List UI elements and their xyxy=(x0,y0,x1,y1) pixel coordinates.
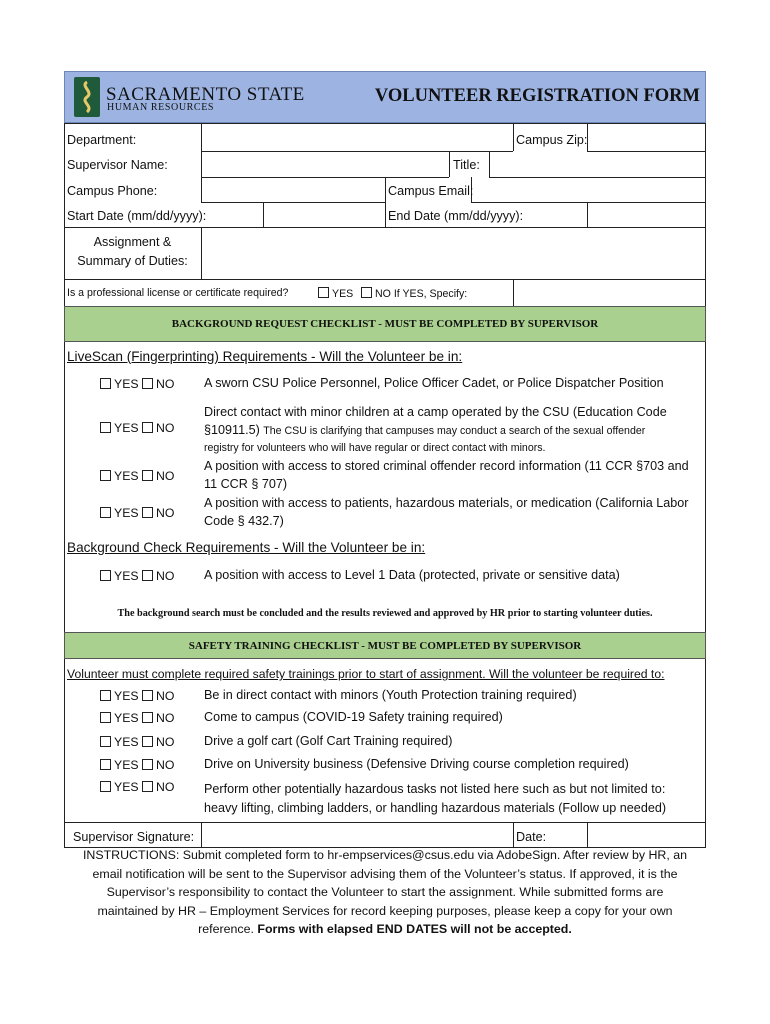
instructions-line-3: Supervisor’s responsibility to contact the Volunteer to start the assignment. While submitted forms are xyxy=(106,885,664,899)
start-date-label: Start Date (mm/dd/yyyy): xyxy=(67,209,207,223)
title-label: Title: xyxy=(453,158,480,172)
livescan-item-3-line1: A position with access to stored criminal offender record information (11 CCR §703 and xyxy=(204,459,689,473)
checkbox-icon[interactable] xyxy=(100,736,111,747)
safety-item-5-line1: Perform other potentially hazardous tasks not listed here such as but not limited to: xyxy=(204,782,666,796)
checkbox-icon[interactable] xyxy=(100,759,111,770)
checkbox-icon[interactable] xyxy=(100,781,111,792)
instructions xyxy=(70,846,700,939)
supervisor-signature-field[interactable] xyxy=(203,824,512,846)
livescan-yn-2[interactable]: YES NO xyxy=(100,421,174,435)
campus-email-field[interactable] xyxy=(473,179,704,201)
instructions-line-5: reference. Forms with elapsed END DATES will not be accepted. xyxy=(198,922,572,936)
livescan-item-1: A sworn CSU Police Personnel, Police Officer Cadet, or Police Dispatcher Position xyxy=(204,376,664,390)
department-label: Department: xyxy=(67,133,137,147)
safety-yn-1[interactable]: YES NO xyxy=(100,689,174,703)
instructions-line-1: INSTRUCTIONS: Submit completed form to hr-empservices@csus.edu via AdobeSign. After review by HR, an xyxy=(82,848,688,862)
form-title: VOLUNTEER REGISTRATION FORM xyxy=(374,86,700,106)
checkbox-icon[interactable] xyxy=(142,736,153,747)
safety-item-3: Drive a golf cart (Golf Cart Training required) xyxy=(204,734,453,748)
safety-item-1: Be in direct contact with minors (Youth Protection training required) xyxy=(204,688,577,702)
checkbox-icon[interactable] xyxy=(100,712,111,723)
checkbox-icon[interactable] xyxy=(142,422,153,433)
safety-yn-3[interactable]: YES NO xyxy=(100,735,174,749)
livescan-item-2-line2: §10911.5) The CSU is clarifying that campuses may conduct a search of the sexual offender xyxy=(204,423,646,437)
supervisor-signature-label: Supervisor Signature: xyxy=(73,830,195,844)
background-checklist-band: BACKGROUND REQUEST CHECKLIST - MUST BE COMPLETED BY SUPERVISOR xyxy=(64,306,706,342)
checkbox-icon[interactable] xyxy=(142,507,153,518)
checkbox-icon[interactable] xyxy=(142,690,153,701)
checkbox-icon[interactable] xyxy=(100,507,111,518)
campus-phone-field[interactable] xyxy=(203,179,384,201)
checkbox-icon[interactable] xyxy=(100,378,111,389)
checkbox-icon[interactable] xyxy=(318,287,329,298)
end-date-label: End Date (mm/dd/yyyy): xyxy=(388,209,524,223)
background-check-yn[interactable]: YES NO xyxy=(100,569,174,583)
livescan-yn-1[interactable]: YES NO xyxy=(100,377,174,391)
campus-phone-label: Campus Phone: xyxy=(67,184,158,198)
checkbox-icon[interactable] xyxy=(100,470,111,481)
checkbox-icon[interactable] xyxy=(142,470,153,481)
background-check-item: A position with access to Level 1 Data (protected, private or sensitive data) xyxy=(204,568,620,582)
safety-intro: Volunteer must complete required safety trainings prior to start of assignment. Will the volunteer be required to: xyxy=(67,667,665,681)
campus-email-label: Campus Email: xyxy=(388,184,474,198)
license-yes-option[interactable]: YES xyxy=(318,287,353,300)
instructions-line-2: email notification will be sent to the Supervisor advising them of the Volunteer’s status. If approved, it is the xyxy=(92,866,678,881)
background-note: The background search must be concluded and the results reviewed and approved by HR prior to starting volunteer duties. xyxy=(117,608,653,619)
safety-yn-4[interactable]: YES NO xyxy=(100,758,174,772)
livescan-title: LiveScan (Fingerprinting) Requirements - Will the Volunteer be in: xyxy=(67,349,463,364)
campus-zip-label: Campus Zip: xyxy=(516,133,588,147)
livescan-item-2-line3: registry for volunteers who will have regular or direct contact with minors. xyxy=(204,442,546,454)
summary-of-duties-label: Summary of Duties: xyxy=(77,254,188,268)
sacramento-state-logo-icon xyxy=(74,77,100,117)
livescan-item-2-line1: Direct contact with minor children at a camp operated by the CSU (Education Code xyxy=(204,405,667,419)
start-date-field[interactable] xyxy=(265,204,384,226)
safety-item-4: Drive on University business (Defensive Driving course completion required) xyxy=(204,757,629,771)
safety-yn-5[interactable]: YES NO xyxy=(100,780,174,794)
license-specify-field[interactable] xyxy=(515,281,704,305)
date-field[interactable] xyxy=(589,824,704,846)
date-label: Date: xyxy=(516,830,547,844)
license-no-option[interactable]: NO If YES, Specify: xyxy=(361,287,467,300)
checkbox-icon[interactable] xyxy=(142,781,153,792)
livescan-item-4-line2: Code § 432.7) xyxy=(204,514,284,528)
safety-item-5-line2: heavy lifting, climbing ladders, or handling hazardous materials (Follow up needed) xyxy=(204,801,667,815)
instructions-line-4: maintained by HR – Employment Services for record keeping purposes, please keep a copy for your own xyxy=(97,903,673,918)
checkbox-icon[interactable] xyxy=(142,570,153,581)
assignment-label: Assignment & xyxy=(93,235,172,249)
safety-yn-2[interactable]: YES NO xyxy=(100,711,174,725)
department-field[interactable] xyxy=(203,125,511,150)
background-check-title: Background Check Requirements - Will the Volunteer be in: xyxy=(67,540,426,555)
checkbox-icon[interactable] xyxy=(100,422,111,433)
checkbox-icon[interactable] xyxy=(100,570,111,581)
summary-of-duties-field[interactable] xyxy=(203,229,704,278)
livescan-item-4-line1: A position with access to patients, hazardous materials, or medication (California Labor xyxy=(204,496,689,510)
safety-item-2: Come to campus (COVID-19 Safety training required) xyxy=(204,710,503,724)
checkbox-icon[interactable] xyxy=(142,378,153,389)
end-date-field[interactable] xyxy=(589,204,704,226)
checkbox-icon[interactable] xyxy=(100,690,111,701)
license-question: Is a professional license or certificate required? xyxy=(67,287,289,299)
safety-checklist-band: SAFETY TRAINING CHECKLIST - MUST BE COMPLETED BY SUPERVISOR xyxy=(64,632,706,659)
livescan-item-3-line2: 11 CCR § 707) xyxy=(204,477,288,491)
livescan-yn-3[interactable]: YES NO xyxy=(100,469,174,483)
org-subtitle: HUMAN RESOURCES xyxy=(107,102,215,113)
campus-zip-field[interactable] xyxy=(589,125,704,150)
livescan-yn-4[interactable]: YES NO xyxy=(100,506,174,520)
title-field[interactable] xyxy=(491,153,704,176)
supervisor-name-field[interactable] xyxy=(203,153,448,176)
supervisor-name-label: Supervisor Name: xyxy=(67,158,168,172)
org-name: SACRAMENTO STATE xyxy=(106,84,305,105)
checkbox-icon[interactable] xyxy=(142,759,153,770)
checkbox-icon[interactable] xyxy=(361,287,372,298)
checkbox-icon[interactable] xyxy=(142,712,153,723)
